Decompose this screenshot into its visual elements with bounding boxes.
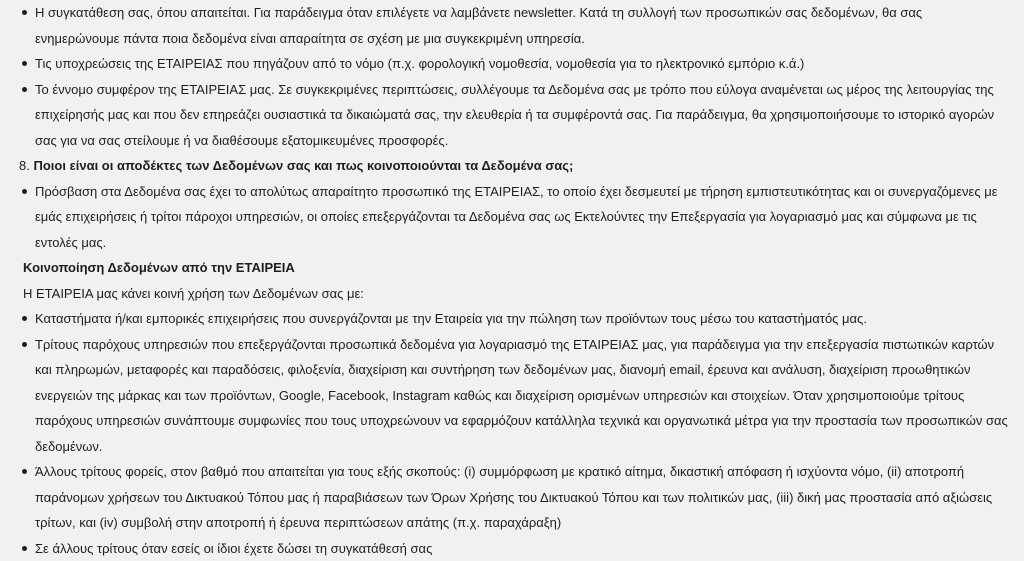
list-item: Καταστήματα ή/και εμπορικές επιχειρήσεις που συνεργάζονται με την Εταιρεία για την πώληση των προϊόντων τους μέσω του καταστήματός μας. [0, 306, 1010, 332]
section-heading [0, 153, 1010, 179]
sharing-list [0, 306, 1010, 561]
section-title: Ποιοι είναι οι αποδέκτες των Δεδομένων σας και πως κοινοποιούνται τα Δεδομένα σας; [33, 158, 573, 173]
section-number: 8. [19, 158, 30, 173]
sharing-intro: Η ΕΤΑΙΡΕΙΑ μας κάνει κοινή χρήση των Δεδομένων σας με: [0, 281, 1010, 307]
list-item: Η συγκατάθεση σας, όπου απαιτείται. Για παράδειγμα όταν επιλέγετε να λαμβάνετε newsletter. Κατά τη συλλογή των προσωπικών σας δεδομένων, θα σας ενημερώνουμε πάντα ποια δεδομένα είναι απαραίτητα σε σχέση με μια συγκεκριμένη υπηρεσία. [0, 0, 1010, 51]
sharing-heading: Κοινοποίηση Δεδομένων από την ΕΤΑΙΡΕΙΑ [0, 255, 1010, 281]
recipients-list [0, 179, 1010, 256]
list-item: Το έννομο συμφέρον της ΕΤΑΙΡΕΙΑΣ μας. Σε συγκεκριμένες περιπτώσεις, συλλέγουμε τα Δεδομένα σας με τρόπο που εύλογα αναμένεται ως μέρος της λειτουργίας της επιχείρησής μας και που δεν επηρεάζει ουσιαστικά τα δικαιώματά σας, την ελευθερία ή τα συμφέροντά σας. Για παράδειγμα, θα χρησιμοποιήσουμε το ιστορικό αγορών σας για να σας στείλουμε ή να διαθέσουμε εξατομικευμένες προσφορές. [0, 77, 1010, 154]
list-item: Σε άλλους τρίτους όταν εσείς οι ίδιοι έχετε δώσει τη συγκατάθεσή σας [0, 536, 1010, 561]
list-item: Άλλους τρίτους φορείς, στον βαθμό που απαιτείται για τους εξής σκοπούς: (i) συμμόρφωση με κρατικό αίτημα, δικαστική απόφαση ή ισχύοντα νόμο, (ii) αποτροπή παράνομων χρήσεων του Δικτυακού Τόπου μας ή παραβιάσεων των Όρων Χρήσης του Δικτυακού Τόπου και των πολιτικών μας, (iii) δική μας προστασία από αξιώσεις τρίτων, και (iv) συμβολή στην αποτροπή ή έρευνα περιπτώσεων απάτης (π.χ. παραχάραξη) [0, 459, 1010, 536]
list-item: Τις υποχρεώσεις της ΕΤΑΙΡΕΙΑΣ που πηγάζουν από το νόμο (π.χ. φορολογική νομοθεσία, νομοθεσία για το ηλεκτρονικό εμπόριο κ.ά.) [0, 51, 1010, 77]
list-item: Τρίτους παρόχους υπηρεσιών που επεξεργάζονται προσωπικά δεδομένα για λογαριασμό της ΕΤΑΙΡΕΙΑΣ μας, για παράδειγμα για την επεξεργασία πιστωτικών καρτών και πληρωμών, μεταφορές και παραδόσεις, φιλοξενία, διαχείριση και συντήρηση των δεδομένων μας, διανομή email, έρευνα και ανάλυση, διαχείριση προωθητικών ενεργειών της μάρκας και των προϊόντων, Google, Facebook, Instagram καθώς και διαχείριση ορισμένων υπηρεσιών και στοιχείων. Όταν χρησιμοποιούμε τρίτους παρόχους υπηρεσιών συνάπτουμε συμφωνίες που τους υποχρεώνουν να εφαρμόζουν κατάλληλα τεχνικά και οργανωτικά μέτρα για την προστασία των προσωπικών σας δεδομένων. [0, 332, 1010, 460]
lawful-basis-list [0, 0, 1010, 153]
list-item: Πρόσβαση στα Δεδομένα σας έχει το απολύτως απαραίτητο προσωπικό της ΕΤΑΙΡΕΙΑΣ, το οποίο έχει δεσμευτεί με τήρηση εμπιστευτικότητας και οι συνεργαζόμενες με εμάς επιχειρήσεις ή τρίτοι πάροχοι υπηρεσιών, οι οποίες επεξεργάζονται τα Δεδομένα σας ως Εκτελούντες την Επεξεργασία για λογαριασμό μας και σύμφωνα με τις εντολές μας. [0, 179, 1010, 256]
